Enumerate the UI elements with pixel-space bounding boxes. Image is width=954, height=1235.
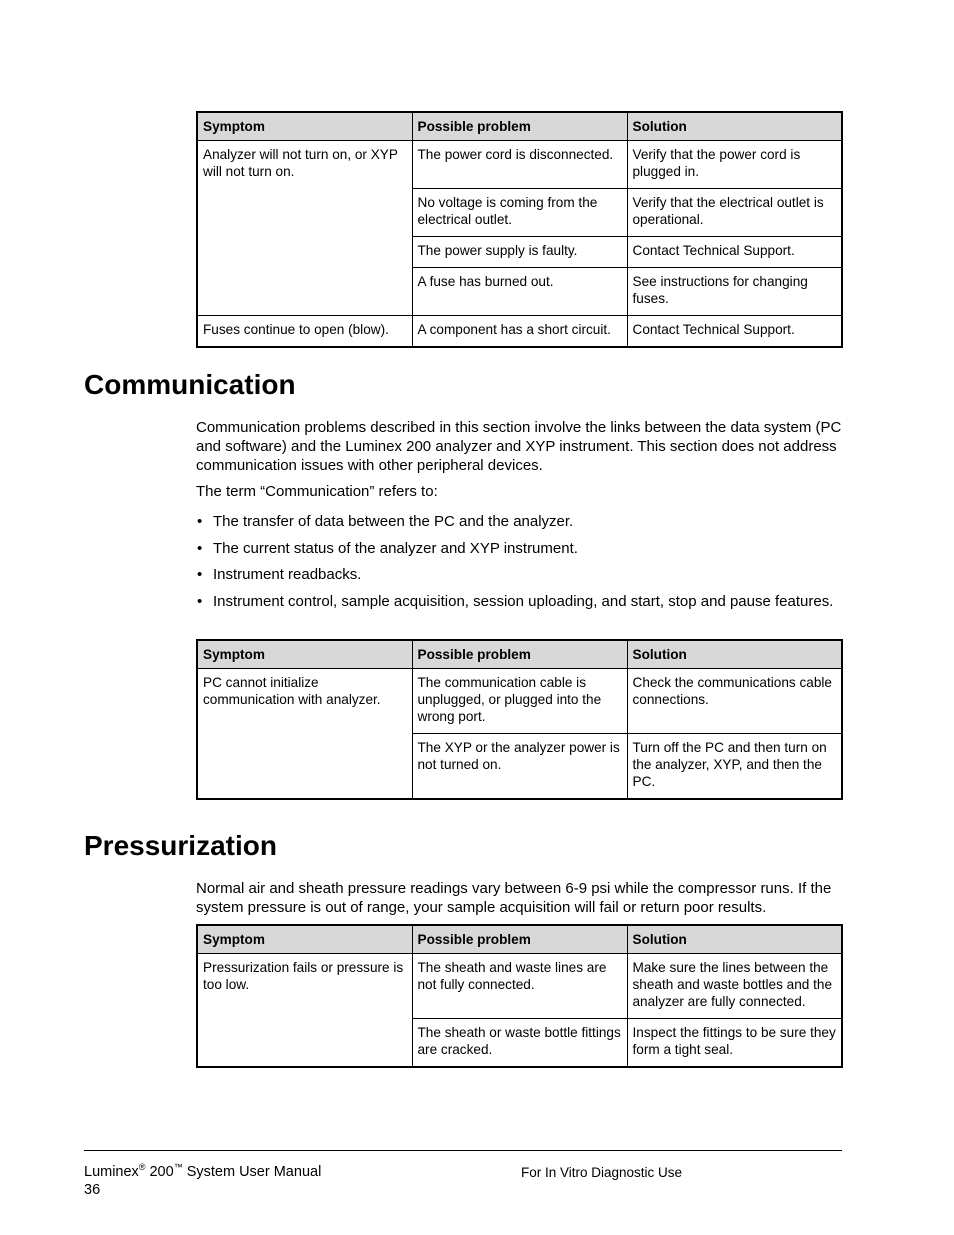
solution-cell: Make sure the lines between the sheath and waste bottles and the analyzer are fully connected. <box>627 954 842 1019</box>
table-header-row <box>197 640 842 669</box>
symptom-cell: Fuses continue to open (blow). <box>197 316 412 348</box>
pressurization-intro: Normal air and sheath pressure readings vary between 6-9 psi while the compressor runs. If the system pressure is out of range, your sample acquisition will fail or return poor results. <box>196 880 832 916</box>
pressurization-heading: Pressurization <box>84 830 277 861</box>
problem-cell: The communication cable is unplugged, or plugged into the wrong port. <box>412 669 627 734</box>
manual-title: System User Manual <box>186 1164 322 1180</box>
table-row <box>197 141 842 189</box>
solution-cell: See instructions for changing fuses. <box>627 268 842 316</box>
footer-manual-title <box>84 1163 321 1199</box>
problem-cell: The sheath and waste lines are not fully connected. <box>412 954 627 1019</box>
problem-cell: No voltage is coming from the electrical outlet. <box>412 189 627 237</box>
table-header-row <box>197 112 842 141</box>
possible-problem-header: Possible problem <box>412 925 627 954</box>
symptom-header: Symptom <box>197 640 412 669</box>
communication-heading: Communication <box>84 369 296 400</box>
list-item-text: The current status of the analyzer and XYP instrument. <box>213 539 578 557</box>
model-number: 200 <box>149 1164 174 1180</box>
list-item <box>196 539 846 558</box>
problem-cell: A fuse has burned out. <box>412 268 627 316</box>
possible-problem-header: Possible problem <box>412 640 627 669</box>
solution-cell: Verify that the power cord is plugged in. <box>627 141 842 189</box>
problem-cell: The power cord is disconnected. <box>412 141 627 189</box>
solution-header: Solution <box>627 112 842 141</box>
footer-title-line <box>84 1163 321 1181</box>
brand-name: Luminex <box>84 1164 139 1180</box>
bullet-icon: • <box>197 539 203 557</box>
footer-divider <box>84 1150 842 1151</box>
communication-bullet-list <box>196 512 846 618</box>
solution-cell: Contact Technical Support. <box>627 316 842 348</box>
solution-header: Solution <box>627 640 842 669</box>
solution-cell: Check the communications cable connections. <box>627 669 842 734</box>
registered-mark: ® <box>138 1162 146 1173</box>
bullet-icon: • <box>197 592 203 610</box>
table-header-row <box>197 925 842 954</box>
page-number: 36 <box>84 1182 101 1198</box>
power-troubleshooting-table <box>196 111 843 348</box>
table-row <box>197 316 842 348</box>
problem-cell: The power supply is faulty. <box>412 237 627 268</box>
possible-problem-header: Possible problem <box>412 112 627 141</box>
solution-cell: Inspect the fittings to be sure they form a tight seal. <box>627 1019 842 1068</box>
list-item <box>196 512 846 531</box>
solution-header: Solution <box>627 925 842 954</box>
table-row <box>197 669 842 734</box>
symptom-cell: Pressurization fails or pressure is too low. <box>197 954 412 1068</box>
solution-cell: Verify that the electrical outlet is operational. <box>627 189 842 237</box>
solution-cell: Turn off the PC and then turn on the analyzer, XYP, and then the PC. <box>627 734 842 800</box>
symptom-header: Symptom <box>197 925 412 954</box>
trademark-mark: ™ <box>173 1162 183 1173</box>
communication-intro: Communication problems described in this section involve the links between the data system (PC and software) and the Luminex 200 analyzer and XYP instrument. This section does not address communication issues with other peripheral devices. <box>196 419 842 474</box>
pressurization-troubleshooting-table <box>196 924 843 1068</box>
symptom-cell: Analyzer will not turn on, or XYP will not turn on. <box>197 141 412 316</box>
problem-cell: A component has a short circuit. <box>412 316 627 348</box>
communication-troubleshooting-table <box>196 639 843 800</box>
table-row <box>197 954 842 1019</box>
problem-cell: The XYP or the analyzer power is not turned on. <box>412 734 627 800</box>
list-item-text: Instrument readbacks. <box>213 566 362 583</box>
symptom-header: Symptom <box>197 112 412 141</box>
solution-cell: Contact Technical Support. <box>627 237 842 268</box>
bullet-icon: • <box>197 566 203 583</box>
list-item <box>196 565 846 584</box>
list-item <box>196 592 846 611</box>
symptom-cell: PC cannot initialize communication with analyzer. <box>197 669 412 800</box>
problem-cell: The sheath or waste bottle fittings are cracked. <box>412 1019 627 1068</box>
list-item-text: Instrument control, sample acquisition, session uploading, and start, stop and pause features. <box>213 592 834 610</box>
footer-notice: For In Vitro Diagnostic Use <box>521 1165 683 1180</box>
communication-term-line: The term “Communication” refers to: <box>196 483 438 500</box>
bullet-icon: • <box>197 513 203 530</box>
list-item-text: The transfer of data between the PC and the analyzer. <box>213 513 574 530</box>
